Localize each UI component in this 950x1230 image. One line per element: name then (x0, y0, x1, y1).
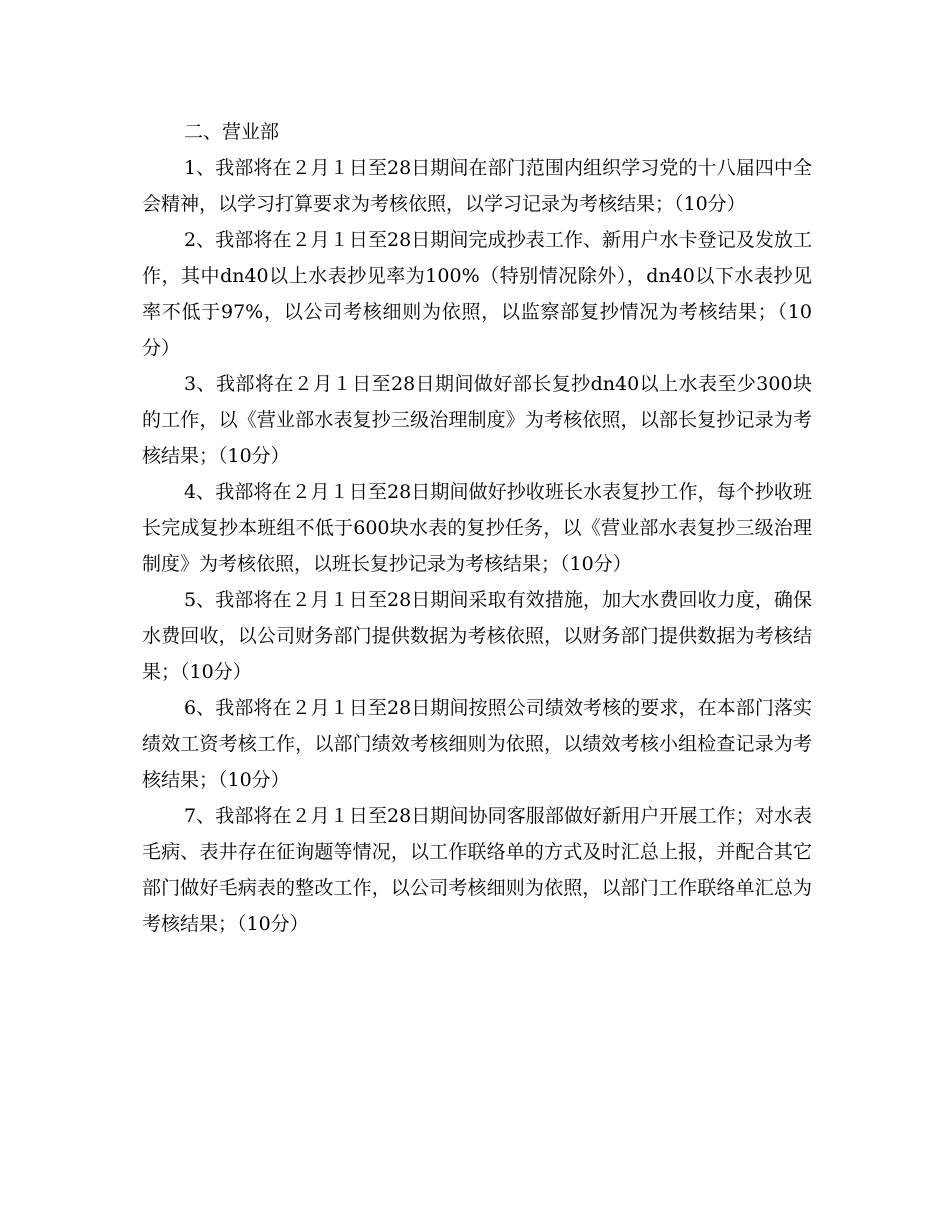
list-item-3: 3、我部将在２月１日至28日期间做好部长复抄dn40以上水表至少300块的工作，以《营业部水表复抄三级治理制度》为考核依照，以部长复抄记录为考核结果；（10分） (142, 373, 812, 467)
list-item-1: 1、我部将在２月１日至28日期间在部门范围内组织学习党的十八届四中全会精神，以学习打算要求为考核依照，以学习记录为考核结果；（10分） (142, 157, 812, 215)
section-heading: 二、营业部 (184, 121, 280, 143)
document-page (142, 114, 812, 942)
list-item-5: 5、我部将在２月１日至28日期间采取有效措施，加大水费回收力度，确保水费回收，以公司财务部门提供数据为考核依照，以财务部门提供数据为考核结果；（10分） (142, 589, 812, 683)
list-item-7: 7、我部将在２月１日至28日期间协同客服部做好新用户开展工作；对水表毛病、表井存在征询题等情况，以工作联络单的方式及时汇总上报，并配合其它部门做好毛病表的整改工作，以公司考核细则为依照，以部门工作联络单汇总为考核结果；（10分） (142, 805, 812, 935)
list-item-2: 2、我部将在２月１日至28日期间完成抄表工作、新用户水卡登记及发放工作，其中dn40以上水表抄见率为100%（特别情况除外），dn40以下水表抄见率不低于97%，以公司考核细则为依照，以监察部复抄情况为考核结果；（10分） (142, 229, 812, 359)
list-item-6: 6、我部将在２月１日至28日期间按照公司绩效考核的要求，在本部门落实绩效工资考核工作，以部门绩效考核细则为依照，以绩效考核小组检查记录为考核结果；（10分） (142, 697, 812, 791)
list-item-4: 4、我部将在２月１日至28日期间做好抄收班长水表复抄工作，每个抄收班长完成复抄本班组不低于600块水表的复抄任务，以《营业部水表复抄三级治理制度》为考核依照，以班长复抄记录为考核结果；（10分） (142, 481, 812, 575)
